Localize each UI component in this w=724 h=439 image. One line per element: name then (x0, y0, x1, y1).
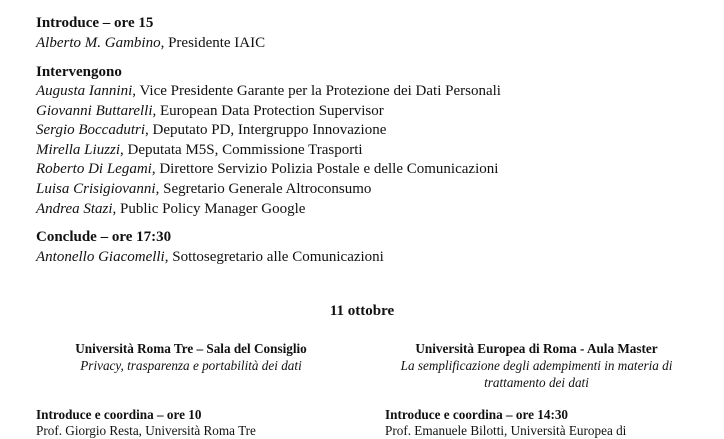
speaker-role: , Deputato PD, Intergruppo Innovazione (145, 122, 387, 139)
speaker-name: Roberto Di Legami (36, 161, 152, 178)
speaker-role: , Direttore Servizio Polizia Postale e delle Comunicazioni (151, 161, 499, 178)
speaker-name: Alberto M. Gambino (36, 35, 161, 51)
speaker-role: , Sottosegretario alle Comunicazioni (164, 248, 384, 265)
speaker-line (36, 200, 305, 220)
speaker-role: , Public Policy Manager Google (112, 200, 306, 217)
conclude-speaker (36, 248, 384, 268)
speaker-role: , Segretario Generale Altroconsumo (155, 181, 372, 197)
left-chair-name-cut: Prof. Giorgio Resta, Università Roma Tre (36, 423, 256, 438)
introduce-heading: Introduce – ore 15 (36, 15, 154, 31)
left-chair-heading: Introduce e coordina – ore 10 (36, 407, 202, 422)
introduce-speaker (36, 34, 265, 54)
right-chair-name-cut: Prof. Emanuele Bilotti, Università Europea di (385, 423, 627, 438)
date-heading: 11 ottobre (329, 303, 395, 319)
speaker-line (36, 141, 363, 161)
speaker-name: Giovanni Buttarelli (36, 102, 153, 119)
speaker-line (36, 180, 371, 200)
speaker-line (36, 160, 498, 180)
left-session (36, 340, 346, 374)
speaker-line (36, 121, 386, 141)
session-topic-line2: trattamento dei dati (484, 375, 589, 390)
session-topic-line1: La semplificazione degli adempimenti in materia di (400, 358, 673, 373)
conclude-heading: Conclude – ore 17:30 (36, 229, 172, 245)
speaker-role: , Vice Presidente Garante per la Protezione dei Dati Personali (132, 83, 501, 99)
intervengono-heading: Intervengono (36, 64, 122, 80)
speaker-line (36, 82, 501, 102)
session-venue: Università Europea di Roma - Aula Master (415, 341, 658, 356)
speaker-role: , European Data Protection Supervisor (152, 102, 384, 119)
right-session (385, 340, 688, 391)
right-chair-heading: Introduce e coordina – ore 14:30 (385, 407, 569, 422)
session-topic: Privacy, trasparenza e portabilità dei dati (80, 358, 302, 373)
speaker-name: Andrea Stazi (36, 200, 113, 217)
speaker-name: Mirella Liuzzi (36, 141, 121, 158)
session-venue: Università Roma Tre – Sala del Consiglio (75, 341, 307, 356)
speaker-name: Luisa Crisigiovanni (36, 181, 156, 197)
speaker-role: , Deputata M5S, Commissione Trasporti (120, 141, 363, 158)
speaker-name: Antonello Giacomelli (36, 248, 165, 265)
speaker-name: Sergio Boccadutri (36, 122, 146, 139)
speaker-role: , Presidente IAIC (160, 35, 266, 51)
speaker-line (36, 102, 384, 122)
speaker-name: Augusta Iannini (36, 83, 133, 99)
